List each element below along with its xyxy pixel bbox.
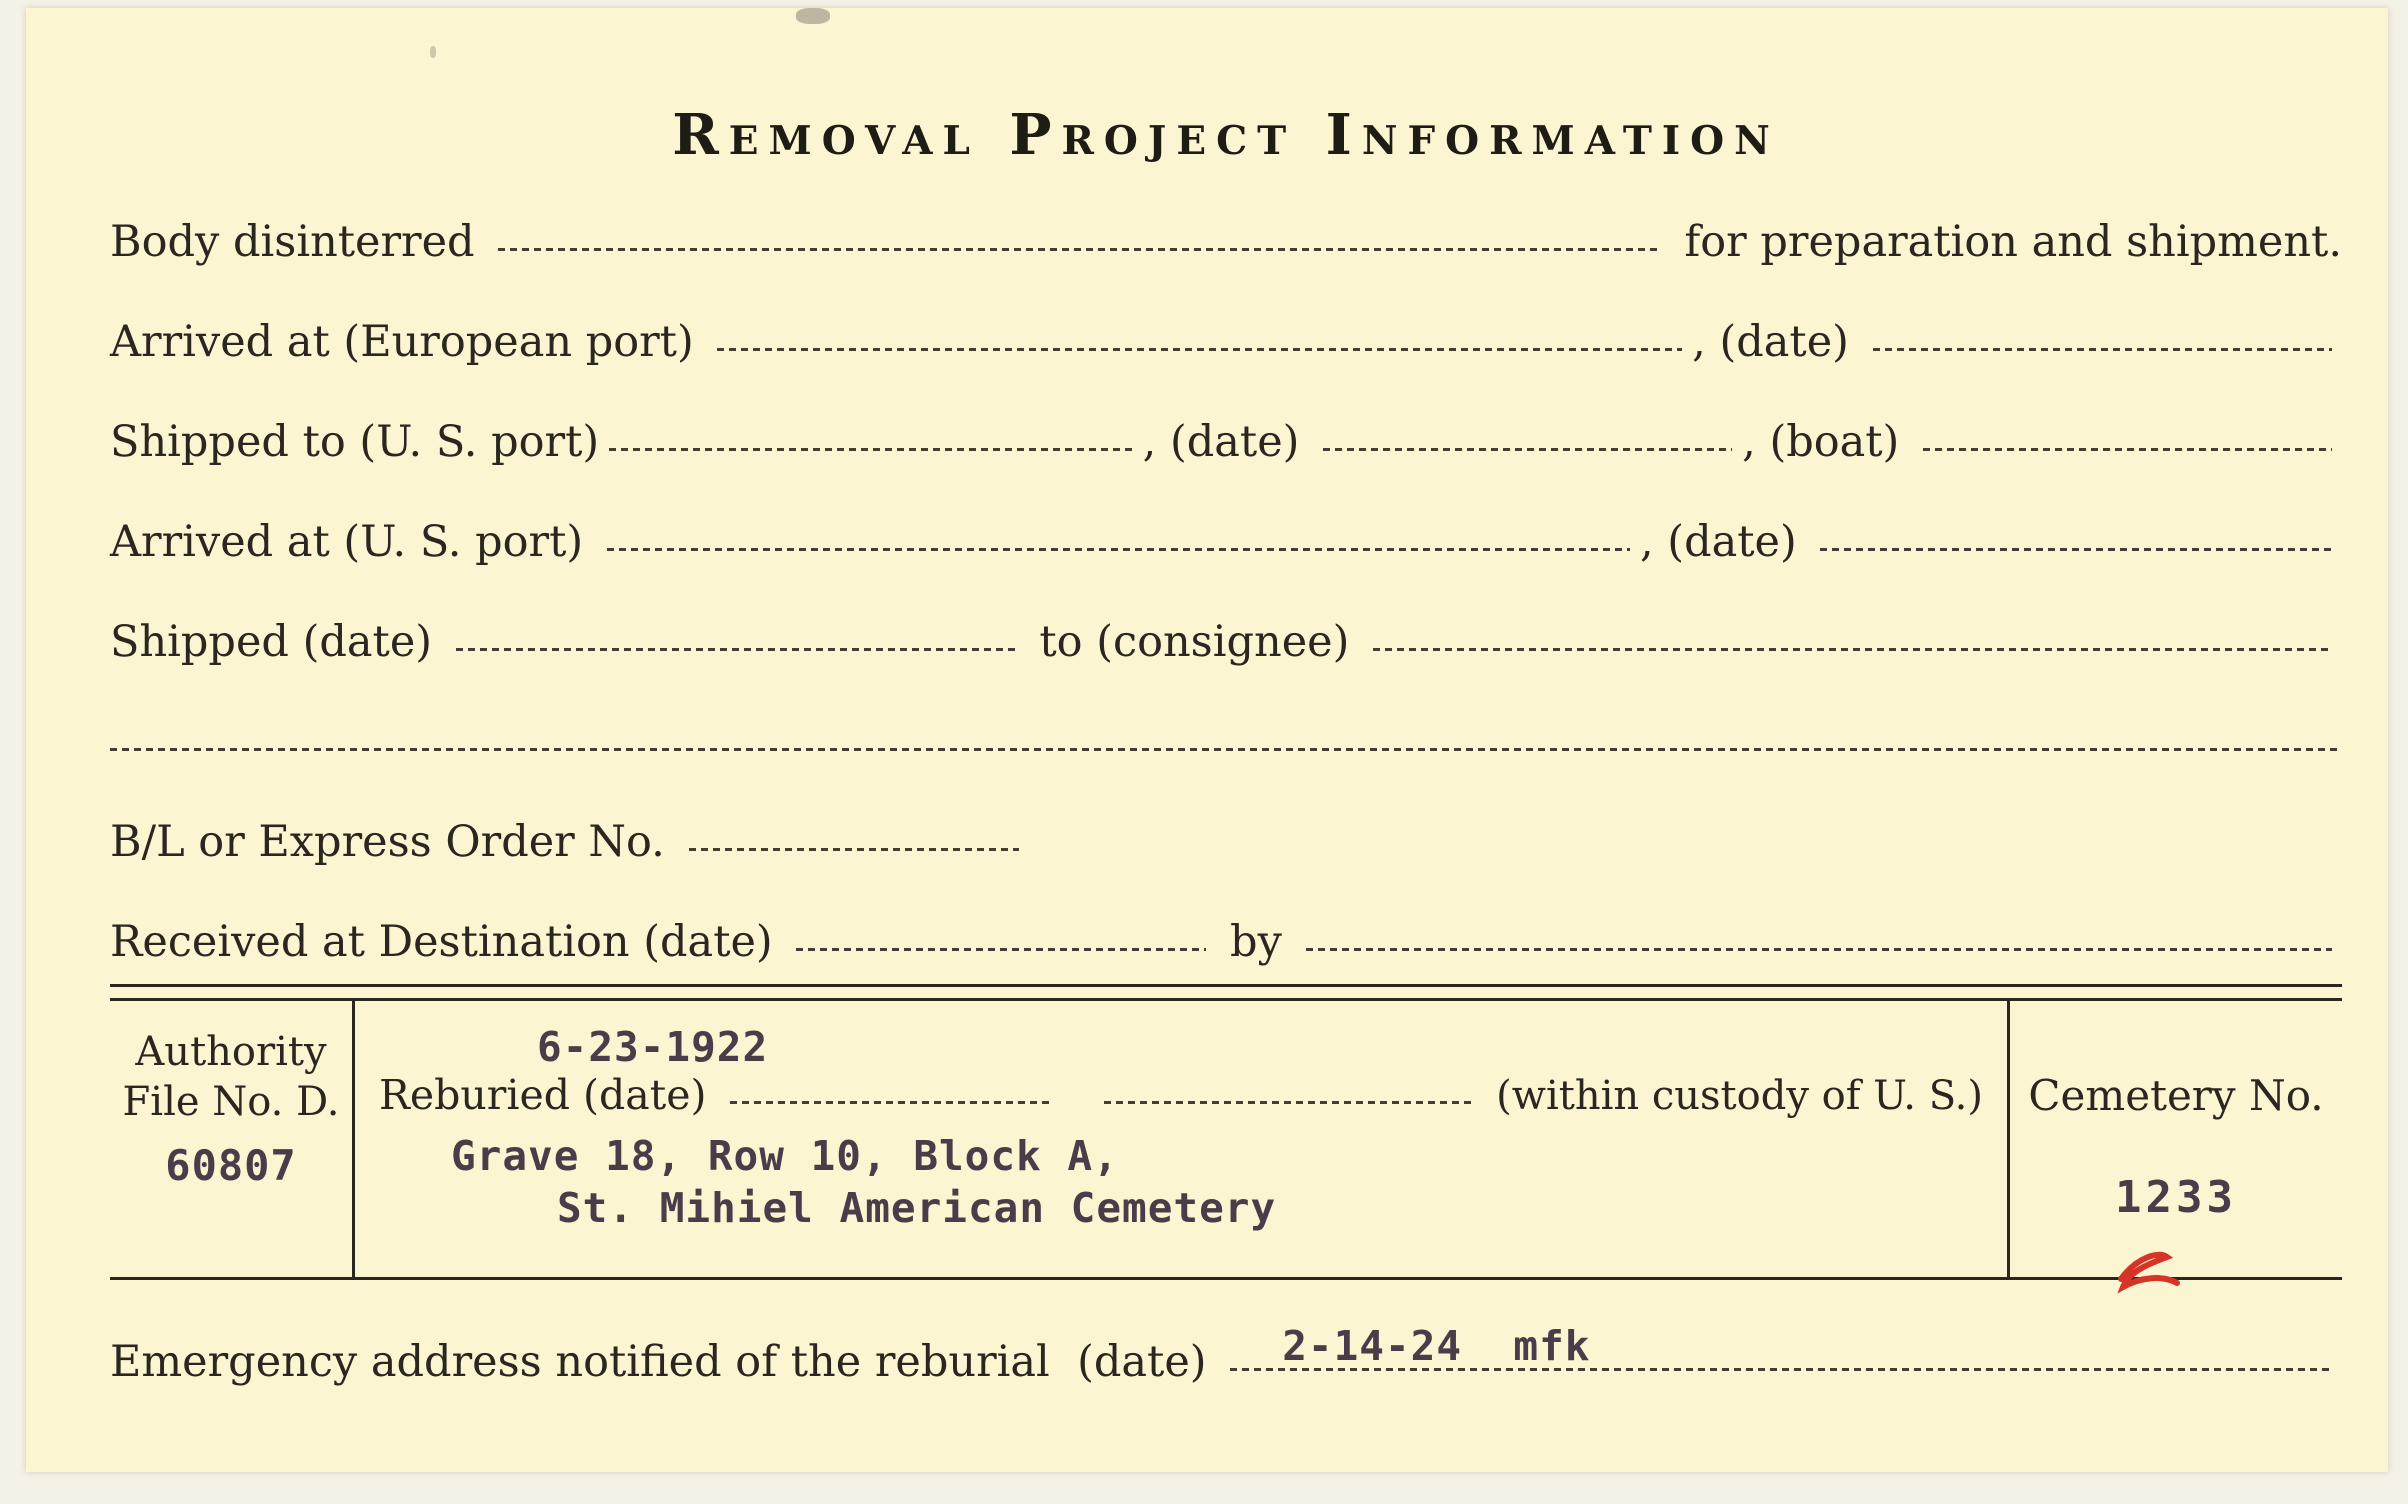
field-shipped-consignee: [110, 612, 2342, 712]
blank-line: [456, 648, 1016, 651]
reburied-cell: [355, 1001, 2010, 1277]
shipped-date-label: Shipped (date): [110, 617, 446, 667]
field-shipped-us-port: [110, 412, 2342, 512]
emergency-notified-date-value: 2-14-24 mfk: [1282, 1322, 1591, 1370]
form-section: [110, 212, 2342, 974]
blank-line: [1230, 1322, 2332, 1371]
field-arrived-european-port: [110, 312, 2342, 412]
date-label: , (date): [1692, 317, 1863, 367]
blank-line: [730, 1101, 1051, 1104]
arrived-european-label: Arrived at (European port): [110, 317, 708, 367]
authority-label-line1: Authority: [135, 1029, 327, 1075]
cemetery-no-cell: [2010, 1001, 2342, 1277]
bl-express-label: B/L or Express Order No.: [110, 817, 679, 867]
date-label: , (date): [1142, 417, 1314, 467]
authority-file-cell: [110, 1001, 355, 1277]
blank-line: [717, 348, 1682, 351]
emergency-notified-label: Emergency address notified of the reburial (date): [110, 1337, 1221, 1387]
cemetery-no-value: 1233: [2115, 1172, 2237, 1223]
blank-line: [1820, 548, 2332, 551]
field-body-disinterred: [110, 212, 2342, 312]
authority-file-number: 60807: [165, 1141, 297, 1190]
preparation-shipment-label: for preparation and shipment.: [1670, 217, 2342, 267]
record-card: [26, 8, 2388, 1472]
field-received-destination: [110, 912, 2342, 974]
custody-note-label: (within custody of U. S.): [1483, 1073, 1983, 1119]
field-emergency-address-notified: [110, 1322, 2342, 1422]
cemetery-no-label: Cemetery No.: [2028, 1071, 2324, 1120]
shipped-us-label: Shipped to (U. S. port): [110, 417, 600, 467]
red-check-mark: [2107, 1239, 2193, 1303]
boat-label: , (boat): [1742, 417, 1913, 467]
field-arrived-us-port: [110, 512, 2342, 612]
blank-line: [1104, 1101, 1473, 1104]
authority-label-line2: File No. D.: [122, 1079, 340, 1125]
blank-line: [609, 448, 1133, 451]
reburied-date-value: 6-23-1922: [537, 1023, 769, 1071]
field-consignee-continuation: [110, 712, 2342, 812]
double-rule: [110, 984, 2342, 1001]
blank-line: [498, 248, 1660, 251]
arrived-us-label: Arrived at (U. S. port): [110, 517, 597, 567]
grave-location-line1: Grave 18, Row 10, Block A,: [451, 1132, 1119, 1180]
date-label: , (date): [1639, 517, 1811, 567]
blank-line: [1873, 348, 2332, 351]
body-disinterred-label: Body disinterred: [110, 217, 489, 267]
consignee-label: to (consignee): [1025, 617, 1364, 667]
blank-line: [796, 948, 1206, 951]
blank-line: [1306, 948, 2332, 951]
field-bl-express-order: [110, 812, 2342, 912]
blank-line: [689, 848, 1019, 851]
by-label: by: [1216, 917, 1296, 967]
blank-line: [1323, 448, 1732, 451]
blank-line: [1923, 448, 2332, 451]
page-title: Removal Project Information: [672, 102, 1780, 168]
reburied-label: Reburied (date): [379, 1071, 720, 1119]
reburial-table: [110, 984, 2342, 1280]
blank-line: [607, 548, 1630, 551]
blank-line: [110, 748, 2342, 751]
received-destination-label: Received at Destination (date): [110, 917, 787, 967]
grave-location-line2: St. Mihiel American Cemetery: [557, 1184, 1277, 1232]
blank-line: [1373, 648, 2332, 651]
